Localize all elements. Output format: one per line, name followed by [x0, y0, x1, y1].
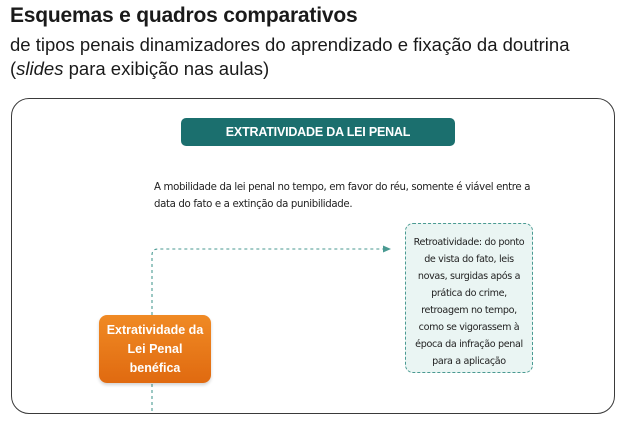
page-title: Esquemas e quadros comparativos — [10, 4, 358, 27]
subtitle-italic-word: slides — [16, 58, 64, 79]
origin-box — [99, 315, 211, 383]
slide-title-bar: EXTRATIVIDADE DA LEI PENAL — [181, 118, 455, 146]
origin-label: Extratividade da Lei Penal benéfica — [106, 322, 204, 375]
arrowhead-icon — [383, 246, 391, 253]
retroactivity-text: Retroatividade: do ponto de vista do fato, leis novas, surgidas após a prática do crime, retroagem no tempo, como se vigorassem à época da infração penal para a aplicação — [413, 237, 525, 367]
lead-text: A mobilidade da lei penal no tempo, em favor do réu, somente é viável entre a data do fato e a extinção da punibilidade. — [154, 182, 531, 210]
subtitle-line-1: de tipos penais dinamizadores do aprendizado e fixação da doutrina — [10, 34, 570, 55]
subtitle-open-paren: ( — [10, 58, 17, 79]
slide-frame — [11, 98, 615, 414]
subtitle-rest: para exibição nas aulas) — [63, 58, 270, 79]
page-subtitle — [10, 33, 625, 81]
retroactivity-box — [405, 223, 533, 373]
